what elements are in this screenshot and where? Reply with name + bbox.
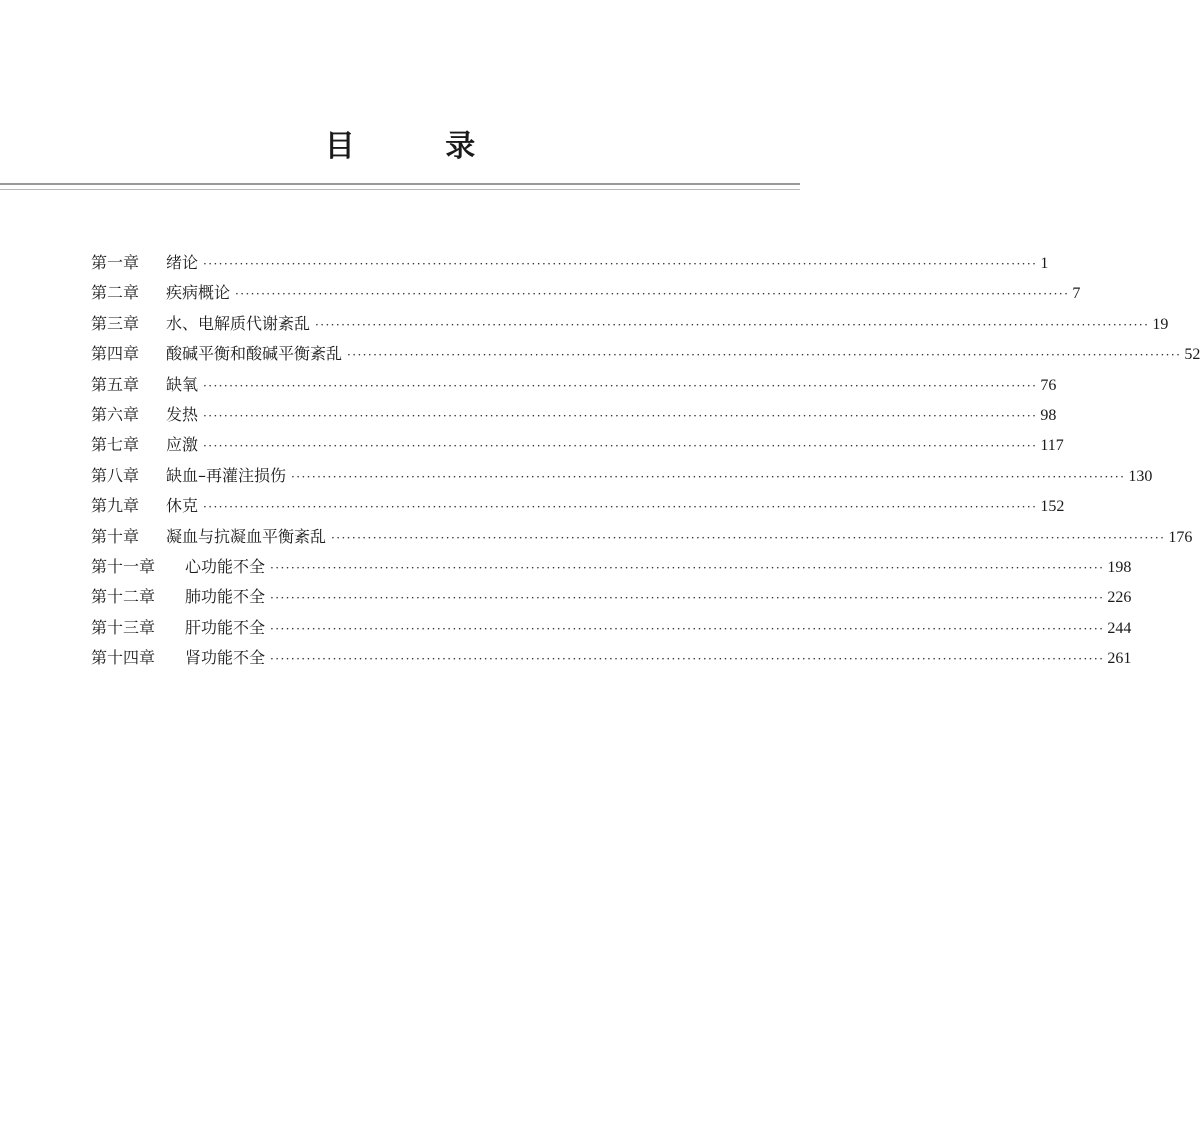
toc-chapter-title: 应激 <box>166 435 199 455</box>
toc-entry[interactable] <box>91 278 1081 308</box>
header-divider-secondary <box>0 189 800 190</box>
toc-chapter-number: 第三章 <box>91 313 140 333</box>
toc-entry[interactable] <box>91 461 1153 491</box>
toc-chapter-number: 第五章 <box>91 374 140 394</box>
dot-leader: ································································································································································ <box>315 317 1150 332</box>
toc-page-number: 98 <box>1040 406 1057 424</box>
dot-leader: ································································································································································ <box>270 591 1105 606</box>
toc-chapter-title: 休克 <box>166 496 199 516</box>
table-of-contents <box>91 248 1200 673</box>
dot-leader: ································································································································································ <box>347 348 1182 363</box>
dot-leader: ································································································································································ <box>203 408 1038 423</box>
toc-chapter-number: 第四章 <box>91 344 140 364</box>
toc-entry[interactable] <box>91 552 1132 582</box>
toc-chapter-number: 第七章 <box>91 435 140 455</box>
toc-entry[interactable] <box>91 309 1169 339</box>
toc-chapter-title: 凝血与抗凝血平衡紊乱 <box>166 526 327 546</box>
toc-entry[interactable] <box>91 400 1057 430</box>
toc-page-number: 19 <box>1152 315 1169 333</box>
toc-page-number: 244 <box>1107 619 1132 637</box>
toc-chapter-number: 第二章 <box>91 283 140 303</box>
toc-chapter-number: 第十四章 <box>91 648 156 668</box>
header-divider <box>0 183 800 185</box>
toc-chapter-title: 水、电解质代谢紊乱 <box>166 313 311 333</box>
dot-leader: ································································································································································ <box>270 621 1105 636</box>
toc-page-number: 117 <box>1040 437 1064 455</box>
toc-entry[interactable] <box>91 430 1064 460</box>
toc-chapter-title: 发热 <box>166 404 199 424</box>
toc-page-number: 226 <box>1107 589 1132 607</box>
toc-entry[interactable] <box>91 522 1193 552</box>
toc-chapter-title: 心功能不全 <box>185 556 266 576</box>
toc-entry[interactable] <box>91 339 1200 369</box>
toc-page-number: 52 <box>1184 346 1200 364</box>
toc-entry[interactable] <box>91 613 1132 643</box>
dot-leader: ································································································································································ <box>203 439 1038 454</box>
toc-entry[interactable] <box>91 643 1132 673</box>
dot-leader: ································································································································································ <box>270 560 1105 575</box>
toc-page-number: 261 <box>1107 650 1132 668</box>
toc-page-number: 176 <box>1168 528 1193 546</box>
toc-entry[interactable] <box>91 370 1057 400</box>
dot-leader: ································································································································································ <box>203 378 1038 393</box>
dot-leader: ································································································································································ <box>203 500 1038 515</box>
toc-chapter-number: 第十三章 <box>91 617 156 637</box>
toc-page-number: 7 <box>1072 285 1081 303</box>
toc-chapter-title: 酸碱平衡和酸碱平衡紊乱 <box>166 344 343 364</box>
toc-entry[interactable] <box>91 582 1132 612</box>
toc-page-number: 76 <box>1040 376 1057 394</box>
dot-leader: ································································································································································ <box>203 257 1038 271</box>
toc-chapter-title: 肾功能不全 <box>185 648 266 668</box>
toc-chapter-title: 疾病概论 <box>166 283 231 303</box>
toc-page-number: 1 <box>1040 255 1049 272</box>
toc-chapter-number: 第九章 <box>91 496 140 516</box>
dot-leader: ································································································································································ <box>291 469 1126 484</box>
toc-chapter-number: 第十章 <box>91 526 140 546</box>
toc-page-number: 130 <box>1128 467 1153 485</box>
toc-chapter-title: 肝功能不全 <box>185 617 266 637</box>
toc-chapter-title: 肺功能不全 <box>185 587 266 607</box>
toc-page-number: 198 <box>1107 558 1132 576</box>
toc-chapter-title: 绪论 <box>166 253 199 272</box>
page-title: 目 录 <box>324 129 516 164</box>
dot-leader: ································································································································································ <box>235 287 1070 302</box>
toc-chapter-number: 第八章 <box>91 465 140 485</box>
toc-entry[interactable] <box>91 248 1049 278</box>
toc-chapter-title: 缺血–再灌注损伤 <box>166 465 287 485</box>
toc-chapter-number: 第十二章 <box>91 587 156 607</box>
toc-chapter-number: 第十一章 <box>91 556 156 576</box>
toc-chapter-number: 第六章 <box>91 404 140 424</box>
toc-entry[interactable] <box>91 491 1065 521</box>
toc-chapter-title: 缺氧 <box>166 374 199 394</box>
dot-leader: ································································································································································ <box>270 652 1105 667</box>
dot-leader: ································································································································································ <box>331 530 1166 545</box>
toc-page-number: 152 <box>1040 498 1065 516</box>
toc-chapter-number: 第一章 <box>91 253 140 272</box>
